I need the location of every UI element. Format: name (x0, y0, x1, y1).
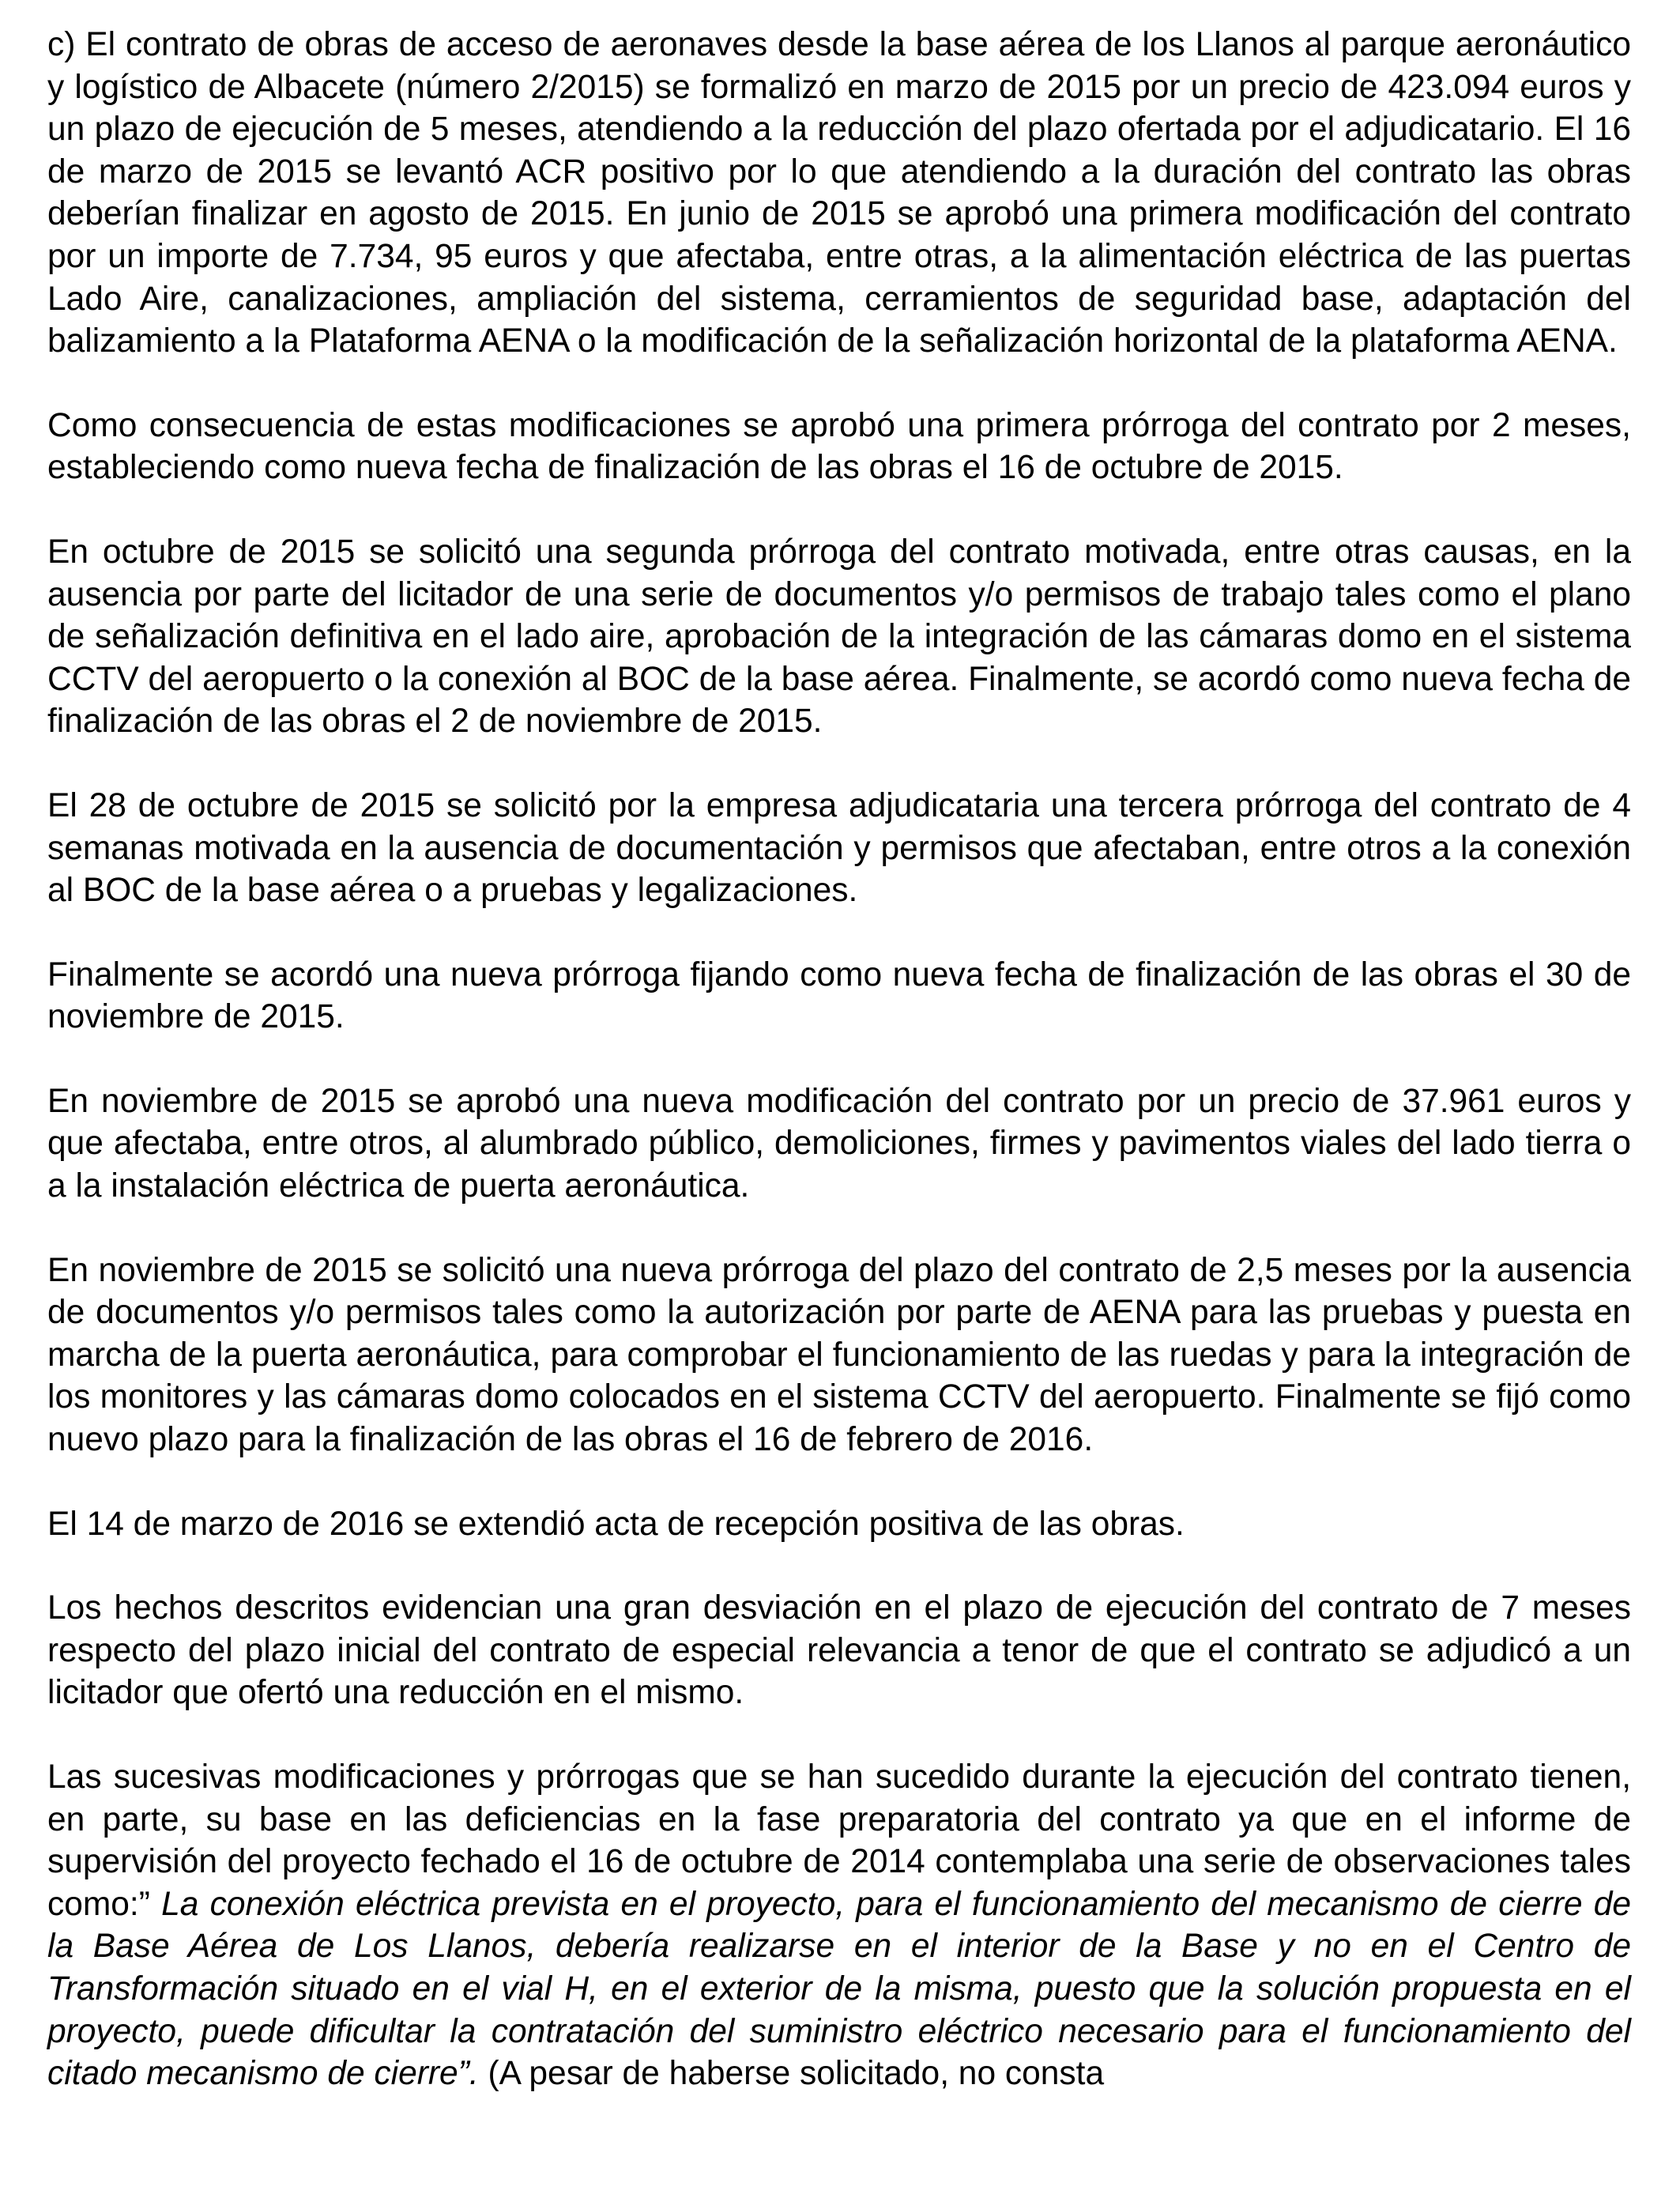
paragraph-2: Como consecuencia de estas modificaciones se aprobó una primera prórroga del contrato por 2 meses, estableciendo como nueva fecha de finalización de las obras el 16 de octubre de 2015. (47, 406, 1631, 487)
paragraph-10 (47, 1756, 1631, 2095)
paragraph-10-quote: La conexión eléctrica prevista en el proyecto, para el funcionamiento del mecanismo de cierre de la Base Aérea de Los Llanos, debería realizarse en el interior de la Base y no en el Centro de Transformación situado en el vial H, en el exterior de la misma, puesto que la solución propuesta en el proyecto, puede dificultar la contratación del suministro eléctrico necesario para el funcionamiento del citado mecanismo de cierre”. (47, 1885, 1631, 2093)
paragraph-9: Los hechos descritos evidencian una gran desviación en el plazo de ejecución del contrato de 7 meses respecto del plazo inicial del contrato de especial relevancia a tenor de que el contrato se adjudicó a un licitador que ofertó una reducción en el mismo. (47, 1589, 1631, 1712)
paragraph-3: En octubre de 2015 se solicitó una segunda prórroga del contrato motivada, entre otras causas, en la ausencia por parte del licitador de una serie de documentos y/o permisos de trabajo tales como el plano de señalización definitiva en el lado aire, aprobación de la integración de las cámaras domo en el sistema CCTV del aeropuerto o la conexión al BOC de la base aérea. Finalmente, se acordó como nueva fecha de finalización de las obras el 2 de noviembre de 2015. (47, 533, 1631, 741)
document-page (47, 24, 1631, 2095)
paragraph-8: El 14 de marzo de 2016 se extendió acta de recepción positiva de las obras. (47, 1505, 1185, 1543)
paragraph-7: En noviembre de 2015 se solicitó una nueva prórroga del plazo del contrato de 2,5 meses por la ausencia de documentos y/o permisos tales como la autorización por parte de AENA para las pruebas y puesta en marcha de la puerta aeronáutica, para comprobar el funcionamiento de las ruedas y para la integración de los monitores y las cámaras domo colocados en el sistema CCTV del aeropuerto. Finalmente se fijó como nuevo plazo para la finalización de las obras el 16 de febrero de 2016. (47, 1251, 1631, 1459)
paragraph-6: En noviembre de 2015 se aprobó una nueva modificación del contrato por un precio de 37.961 euros y que afectaba, entre otros, al alumbrado público, demoliciones, firmes y pavimentos viales del lado tierra o a la instalación eléctrica de puerta aeronáutica. (47, 1082, 1631, 1205)
paragraph-10-intro: Las sucesivas modificaciones y prórrogas que se han sucedido durante la ejecución del contrato tienen, en parte, su base en las deficiencias en la fase preparatoria del contrato ya que en el informe de supervisión del proyecto fechado el 16 de octubre de 2014 contemplaba una serie de observaciones tales como:” (47, 1759, 1631, 1923)
paragraph-1: c) El contrato de obras de acceso de aeronaves desde la base aérea de los Llanos al parque aeronáutico y logístico de Albacete (número 2/2015) se formalizó en marzo de 2015 por un precio de 423.094 euros y un plazo de ejecución de 5 meses, atendiendo a la reducción del plazo ofertada por el adjudicatario. El 16 de marzo de 2015 se levantó ACR positivo por lo que atendiendo a la duración del contrato las obras deberían finalizar en agosto de 2015. En junio de 2015 se aprobó una primera modificación del contrato por un importe de 7.734, 95 euros y que afectaba, entre otras, a la alimentación eléctrica de las puertas Lado Aire, canalizaciones, ampliación del sistema, cerramientos de seguridad base, adaptación del balizamiento a la Plataforma AENA o la modificación de la señalización horizontal de la plataforma AENA. (47, 26, 1631, 360)
paragraph-5: Finalmente se acordó una nueva prórroga fijando como nueva fecha de finalización de las obras el 30 de noviembre de 2015. (47, 956, 1631, 1036)
paragraph-4: El 28 de octubre de 2015 se solicitó por la empresa adjudicataria una tercera prórroga del contrato de 4 semanas motivada en la ausencia de documentación y permisos que afectaban, entre otros a la conexión al BOC de la base aérea o a pruebas y legalizaciones. (47, 786, 1631, 910)
paragraph-10-outro: (A pesar de haberse solicitado, no consta (488, 2055, 1105, 2093)
